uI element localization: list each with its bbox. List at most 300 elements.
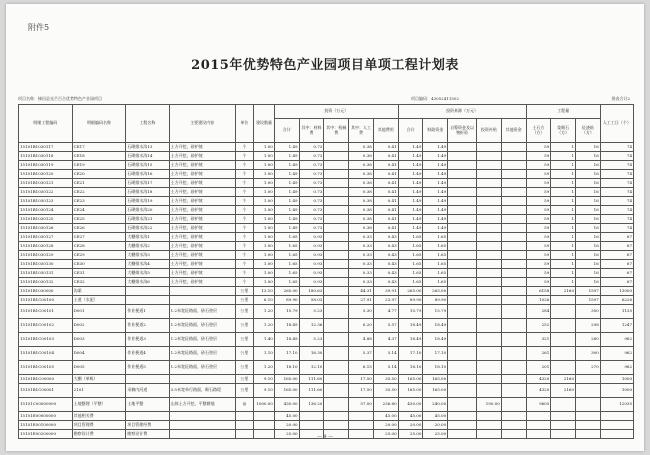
header-work-concrete: 浆砌石（方） xyxy=(551,119,576,143)
row-name: 大棚排水沟2 xyxy=(126,242,169,251)
row-work-mortar: 16 xyxy=(576,233,601,242)
row-item: CE24 xyxy=(72,206,126,215)
row-funds-total: 265.00 xyxy=(398,287,423,296)
row-unit: 个 xyxy=(235,179,254,188)
row-funds-other xyxy=(501,251,526,260)
row-code: 15101B1030124 xyxy=(19,206,73,215)
project-name: 梯田县光芒百合优势特色产业园项目 xyxy=(38,96,102,101)
row-work-labor: 67 xyxy=(600,251,633,260)
row-invest-labor: 0.38 xyxy=(349,215,374,224)
row-invest-material: 0.73 xyxy=(299,206,324,215)
row-invest-other: 0.41 xyxy=(373,170,398,179)
row-invest-total: 165.00 xyxy=(274,375,299,384)
row-code: 15101E00200000 xyxy=(19,430,73,439)
row-code: 15101B1C00102 xyxy=(19,319,73,333)
row-work-labor: 962 xyxy=(600,361,633,375)
row-work-labor: 67 xyxy=(600,260,633,269)
attachment-label: 附件5 xyxy=(28,23,50,32)
row-invest-total: 1.65 xyxy=(274,278,299,287)
row-invest-material: 0.73 xyxy=(299,143,324,152)
row-qty: 1.00 xyxy=(254,188,275,197)
row-funds-other xyxy=(501,421,526,430)
row-qty: 1.00 xyxy=(254,215,275,224)
row-funds-total: 1.49 xyxy=(398,197,423,206)
row-invest-machine xyxy=(324,170,349,179)
row-funds-total: 165.00 xyxy=(398,375,423,384)
row-work-earth: 6158 xyxy=(526,287,551,296)
row-funds-fiscal: 1.65 xyxy=(423,251,448,260)
row-invest-total: 1.49 xyxy=(274,170,299,179)
row-unit: 个 xyxy=(235,242,254,251)
row-funds-bank xyxy=(477,384,502,398)
row-invest-other: 0.41 xyxy=(373,188,398,197)
row-code: 15101B1030129 xyxy=(19,251,73,260)
row-item: 项目管理费 xyxy=(72,421,126,430)
row-code: 15101B1030117 xyxy=(19,143,73,152)
table-row xyxy=(19,421,634,430)
row-item: CE27 xyxy=(72,233,126,242)
row-invest-total: 1.49 xyxy=(274,215,299,224)
row-funds-fiscal: 1.49 xyxy=(423,170,448,179)
table-body xyxy=(19,143,634,439)
row-funds-fiscal: 45.00 xyxy=(423,412,448,421)
row-funds-other xyxy=(501,319,526,333)
row-invest-labor: 4.88 xyxy=(349,333,374,347)
row-funds-fiscal: 17.10 xyxy=(423,347,448,361)
row-content: 土方开挖、砂护坡 xyxy=(169,278,235,287)
row-work-earth: 59 xyxy=(526,161,551,170)
row-item: D001 xyxy=(72,305,126,319)
row-content: 山体土方开挖，平整耕地 xyxy=(169,398,235,412)
row-invest-machine xyxy=(324,269,349,278)
row-funds-fiscal: 1.65 xyxy=(423,269,448,278)
row-funds-bank: 190.00 xyxy=(477,398,502,412)
row-work-concrete xyxy=(551,319,576,333)
row-content: 土方开挖、砂护坡 xyxy=(169,242,235,251)
row-qty xyxy=(254,412,275,421)
row-funds-bank xyxy=(477,421,502,430)
row-work-concrete: 1 xyxy=(551,260,576,269)
row-invest-material: 0.73 xyxy=(299,188,324,197)
row-code: 15101B1030130 xyxy=(19,260,73,269)
row-qty xyxy=(254,421,275,430)
row-invest-other: 0.41 xyxy=(373,179,398,188)
row-funds-self xyxy=(448,224,477,233)
row-funds-bank xyxy=(477,375,502,384)
header-funds-other: 其他资金 xyxy=(501,119,526,143)
row-funds-self xyxy=(448,260,477,269)
row-work-concrete xyxy=(551,421,576,430)
row-funds-other xyxy=(501,206,526,215)
row-funds-bank xyxy=(477,224,502,233)
row-invest-other: 0.43 xyxy=(373,233,398,242)
row-content: 土方开挖、砂护坡 xyxy=(169,188,235,197)
row-funds-other xyxy=(501,170,526,179)
row-funds-bank xyxy=(477,206,502,215)
row-code: 15101B1030121 xyxy=(19,179,73,188)
table-row xyxy=(19,161,634,170)
row-invest-total: 17.10 xyxy=(274,347,299,361)
table-row xyxy=(19,242,634,251)
row-funds-self xyxy=(448,305,477,319)
row-work-earth: 9605 xyxy=(526,398,551,412)
row-invest-other: 45.00 xyxy=(373,412,398,421)
row-work-earth: 59 xyxy=(526,206,551,215)
row-funds-fiscal: 1.49 xyxy=(423,188,448,197)
row-invest-material xyxy=(299,412,324,421)
row-funds-bank xyxy=(477,215,502,224)
row-work-mortar: 16 xyxy=(576,224,601,233)
row-work-labor: 962 xyxy=(600,347,633,361)
row-invest-total: 45.00 xyxy=(274,412,299,421)
row-name xyxy=(126,296,169,305)
row-work-mortar: 16 xyxy=(576,188,601,197)
header-invest: 投资（万元） xyxy=(274,105,398,119)
header-work-labor: 人工工日（个） xyxy=(600,105,633,143)
table-row xyxy=(19,278,634,287)
row-work-labor: 1000 xyxy=(600,384,633,398)
row-name xyxy=(126,287,169,296)
project-label: 项目名称： xyxy=(18,96,38,101)
row-funds-total: 1.65 xyxy=(398,251,423,260)
row-invest-other: 0.41 xyxy=(373,143,398,152)
row-work-mortar: 16 xyxy=(576,206,601,215)
row-invest-total: 1.65 xyxy=(274,242,299,251)
header-name: 工程名称 xyxy=(126,105,169,143)
row-work-earth: 59 xyxy=(526,260,551,269)
row-invest-other: 5.14 xyxy=(373,361,398,375)
row-content: 土方开挖、砂护坡 xyxy=(169,152,235,161)
row-funds-total: 1.49 xyxy=(398,143,423,152)
row-qty: 1.00 xyxy=(254,269,275,278)
row-name: 项目管理经费 xyxy=(126,421,169,430)
row-item: CE31 xyxy=(72,269,126,278)
row-funds-other xyxy=(501,161,526,170)
row-work-earth: 59 xyxy=(526,197,551,206)
row-invest-machine xyxy=(324,384,349,398)
row-funds-fiscal: 1.65 xyxy=(423,278,448,287)
row-invest-material: 0.73 xyxy=(299,152,324,161)
row-funds-self xyxy=(448,421,477,430)
table-row xyxy=(19,347,634,361)
row-unit: 个 xyxy=(235,278,254,287)
row-unit xyxy=(235,421,254,430)
row-work-earth: 59 xyxy=(526,179,551,188)
row-unit: 个 xyxy=(235,170,254,179)
row-work-concrete: 1 xyxy=(551,188,576,197)
row-item: 大棚（单栋） xyxy=(72,375,126,384)
row-work-mortar: 16 xyxy=(576,251,601,260)
row-funds-other xyxy=(501,197,526,206)
row-funds-fiscal: 265.00 xyxy=(423,287,448,296)
table-row xyxy=(19,260,634,269)
header-qty: 建设数量 xyxy=(254,105,275,143)
row-content: 土方开挖、砂护坡 xyxy=(169,233,235,242)
row-work-earth: 4320 xyxy=(526,375,551,384)
row-qty: 1.20 xyxy=(254,305,275,319)
row-content: 1.2米宽砼路面，砂石垫层 xyxy=(169,319,235,333)
row-work-mortar: 16 xyxy=(576,215,601,224)
row-unit: 个 xyxy=(235,161,254,170)
row-invest-material: 0.93 xyxy=(299,251,324,260)
row-work-mortar xyxy=(576,384,601,398)
row-funds-total: 17.10 xyxy=(398,347,423,361)
row-invest-machine xyxy=(324,251,349,260)
row-code: 15101B1C00100 xyxy=(19,296,73,305)
row-work-earth: 59 xyxy=(526,233,551,242)
row-invest-labor: 0.38 xyxy=(349,143,374,152)
row-work-mortar: 1597 xyxy=(576,296,601,305)
row-unit: 个 xyxy=(235,269,254,278)
row-work-mortar: 350 xyxy=(576,305,601,319)
row-funds-other xyxy=(501,287,526,296)
row-work-labor: 74 xyxy=(600,188,633,197)
row-work-mortar: 16 xyxy=(576,278,601,287)
row-item: CE22 xyxy=(72,188,126,197)
header-funds: 投资来源（万元） xyxy=(398,105,526,119)
row-qty: 1.00 xyxy=(254,170,275,179)
row-work-mortar xyxy=(576,375,601,384)
row-funds-other xyxy=(501,143,526,152)
row-unit: 个 xyxy=(235,233,254,242)
row-work-labor: 74 xyxy=(600,224,633,233)
row-funds-fiscal: 18.10 xyxy=(423,361,448,375)
row-funds-total: 1.49 xyxy=(398,170,423,179)
row-invest-other: 5.14 xyxy=(373,347,398,361)
row-content: 1.2米宽砼路面，砂石垫层 xyxy=(169,305,235,319)
row-work-labor: 12035 xyxy=(600,398,633,412)
row-work-concrete: 1 xyxy=(551,269,576,278)
row-invest-machine xyxy=(324,347,349,361)
table-row xyxy=(19,170,634,179)
row-funds-bank xyxy=(477,305,502,319)
row-content: 1.2米宽砼路面，砂石垫层 xyxy=(169,347,235,361)
row-unit: 公里 xyxy=(235,384,254,398)
row-name: 石砌排水沟16 xyxy=(126,170,169,179)
row-invest-labor: 0.38 xyxy=(349,161,374,170)
row-funds-total: 1.65 xyxy=(398,278,423,287)
row-code: 15101C00000000 xyxy=(19,398,73,412)
row-item: CE17 xyxy=(72,143,126,152)
row-work-earth: 59 xyxy=(526,242,551,251)
table-row xyxy=(19,197,634,206)
row-invest-material: 111.60 xyxy=(299,384,324,398)
project-code-line xyxy=(411,96,459,102)
row-name xyxy=(126,412,169,421)
row-qty: 1.00 xyxy=(254,179,275,188)
row-funds-total: 25.00 xyxy=(398,430,423,439)
row-content: 土方开挖、砂护坡 xyxy=(169,161,235,170)
row-funds-bank xyxy=(477,152,502,161)
row-invest-other: 25.00 xyxy=(373,430,398,439)
header-invest-labor: 其中：人工费 xyxy=(349,119,374,143)
row-funds-fiscal: 25.00 xyxy=(423,430,448,439)
row-work-earth: 59 xyxy=(526,143,551,152)
row-funds-self xyxy=(448,319,477,333)
row-invest-other: 20.00 xyxy=(373,421,398,430)
row-item: D005 xyxy=(72,361,126,375)
row-content xyxy=(169,412,235,421)
row-funds-other xyxy=(501,398,526,412)
row-invest-labor: 0.33 xyxy=(349,269,374,278)
row-work-concrete xyxy=(551,361,576,375)
row-code: 15101B1030127 xyxy=(19,233,73,242)
row-content: 土方开挖、砂护坡 xyxy=(169,143,235,152)
row-invest-total: 1.49 xyxy=(274,179,299,188)
row-invest-other: 23.97 xyxy=(373,296,398,305)
row-funds-total: 1.49 xyxy=(398,188,423,197)
row-funds-other xyxy=(501,347,526,361)
row-invest-other: 35.50 xyxy=(373,384,398,398)
row-invest-material: 0.73 xyxy=(299,224,324,233)
row-funds-bank xyxy=(477,170,502,179)
row-qty: 1.20 xyxy=(254,361,275,375)
row-item: CE19 xyxy=(72,161,126,170)
row-invest-labor: 0.33 xyxy=(349,242,374,251)
row-work-concrete: 1 xyxy=(551,197,576,206)
table-header-row-1 xyxy=(19,105,634,119)
row-funds-fiscal: 15.79 xyxy=(423,305,448,319)
row-invest-labor: 0.33 xyxy=(349,260,374,269)
row-work-labor: 74 xyxy=(600,152,633,161)
row-content xyxy=(169,287,235,296)
row-code: 15101B1030128 xyxy=(19,242,73,251)
row-work-labor: 6226 xyxy=(600,296,633,305)
row-funds-self xyxy=(448,278,477,287)
row-unit: 亩 xyxy=(235,398,254,412)
row-work-mortar: 1597 xyxy=(576,287,601,296)
row-unit: 个 xyxy=(235,224,254,233)
row-item: CE26 xyxy=(72,224,126,233)
row-funds-fiscal: 165.00 xyxy=(423,375,448,384)
row-funds-other xyxy=(501,179,526,188)
table-row xyxy=(19,179,634,188)
row-invest-other: 39.91 xyxy=(373,287,398,296)
row-item: CE25 xyxy=(72,215,126,224)
row-invest-machine xyxy=(324,179,349,188)
row-funds-bank xyxy=(477,143,502,152)
row-invest-machine xyxy=(324,152,349,161)
row-invest-machine xyxy=(324,421,349,430)
row-invest-total: 1.65 xyxy=(274,233,299,242)
row-invest-other: 0.43 xyxy=(373,278,398,287)
row-invest-labor: 0.38 xyxy=(349,152,374,161)
row-invest-total: 1.49 xyxy=(274,206,299,215)
row-name: 大棚排水沟5 xyxy=(126,269,169,278)
row-work-mortar: 16 xyxy=(576,242,601,251)
row-funds-fiscal: 1.49 xyxy=(423,161,448,170)
row-funds-other xyxy=(501,215,526,224)
row-invest-material: 5.23 xyxy=(299,305,324,319)
row-funds-self xyxy=(448,375,477,384)
row-funds-total: 1.65 xyxy=(398,269,423,278)
row-work-labor: 1000 xyxy=(600,375,633,384)
row-invest-material: 58.03 xyxy=(299,296,324,305)
row-invest-labor: 6.20 xyxy=(349,319,374,333)
row-content: 土方开挖、砂护坡 xyxy=(169,170,235,179)
row-invest-labor: 27.91 xyxy=(349,296,374,305)
row-qty: 1.00 xyxy=(254,278,275,287)
row-content: 3.5米宽单行路面，砌石路堤 xyxy=(169,384,235,398)
row-content: 土方开挖、砂护坡 xyxy=(169,215,235,224)
row-content: 土方开挖、砂护坡 xyxy=(169,224,235,233)
header-funds-self: 自筹资金及以物折资 xyxy=(448,119,477,143)
row-funds-self xyxy=(448,152,477,161)
row-invest-other: 0.41 xyxy=(373,224,398,233)
row-invest-labor: 0.38 xyxy=(349,224,374,233)
row-invest-labor: 5.37 xyxy=(349,347,374,361)
row-funds-total: 1.49 xyxy=(398,215,423,224)
row-content xyxy=(169,296,235,305)
row-funds-total: 18.49 xyxy=(398,319,423,333)
row-invest-other: 0.43 xyxy=(373,251,398,260)
row-funds-fiscal: 1.49 xyxy=(423,215,448,224)
row-code: 15101B1030000 xyxy=(19,287,73,296)
row-work-labor: 962 xyxy=(600,333,633,347)
row-invest-material: 16.30 xyxy=(299,347,324,361)
table-row xyxy=(19,251,634,260)
row-code: 15101B1C00101 xyxy=(19,305,73,319)
row-funds-bank xyxy=(477,260,502,269)
row-invest-other: 4.77 xyxy=(373,305,398,319)
row-invest-material: 5.23 xyxy=(299,333,324,347)
row-invest-labor: 17.50 xyxy=(349,384,374,398)
row-work-labor: 67 xyxy=(600,269,633,278)
row-funds-total: 15.79 xyxy=(398,305,423,319)
header-funds-bank: 投资补贴 xyxy=(477,119,502,143)
row-funds-total: 89.90 xyxy=(398,296,423,305)
row-code: 15101B1C00105 xyxy=(19,361,73,375)
row-work-mortar: 16 xyxy=(576,170,601,179)
row-funds-fiscal: 1.49 xyxy=(423,206,448,215)
row-funds-self xyxy=(448,251,477,260)
row-code: 15101B1030125 xyxy=(19,215,73,224)
row-invest-material: 180.63 xyxy=(299,287,324,296)
row-work-labor: 74 xyxy=(600,170,633,179)
row-invest-total: 20.00 xyxy=(274,421,299,430)
row-invest-labor xyxy=(349,421,374,430)
row-invest-labor: 5.30 xyxy=(349,305,374,319)
row-unit: 个 xyxy=(235,260,254,269)
row-work-earth: 59 xyxy=(526,224,551,233)
row-content: 土方开挖、砂护坡 xyxy=(169,251,235,260)
document-page xyxy=(6,4,644,451)
row-invest-other: 0.43 xyxy=(373,242,398,251)
row-work-earth: 59 xyxy=(526,188,551,197)
row-funds-fiscal: 1.49 xyxy=(423,179,448,188)
row-work-mortar: 16 xyxy=(576,260,601,269)
row-invest-other: 0.43 xyxy=(373,269,398,278)
table-row xyxy=(19,319,634,333)
row-invest-material: 0.73 xyxy=(299,170,324,179)
row-invest-other: 5.57 xyxy=(373,319,398,333)
header-work-mortar: 砼浇筑（方） xyxy=(576,119,601,143)
row-funds-self xyxy=(448,143,477,152)
row-funds-other xyxy=(501,188,526,197)
row-invest-machine xyxy=(324,361,349,375)
header-work-earth: 土石方（方） xyxy=(526,119,551,143)
row-work-concrete xyxy=(551,398,576,412)
row-funds-other xyxy=(501,224,526,233)
document-title: 2015年优势特色产业园项目单项工程计划表 xyxy=(191,58,459,73)
row-qty: 1000.00 xyxy=(254,398,275,412)
row-work-concrete: 1 xyxy=(551,233,576,242)
table-row xyxy=(19,296,634,305)
row-invest-labor xyxy=(349,412,374,421)
row-content: 土方开挖、砂护坡 xyxy=(169,206,235,215)
table-row xyxy=(19,206,634,215)
row-name: 作业便道2 xyxy=(126,319,169,333)
